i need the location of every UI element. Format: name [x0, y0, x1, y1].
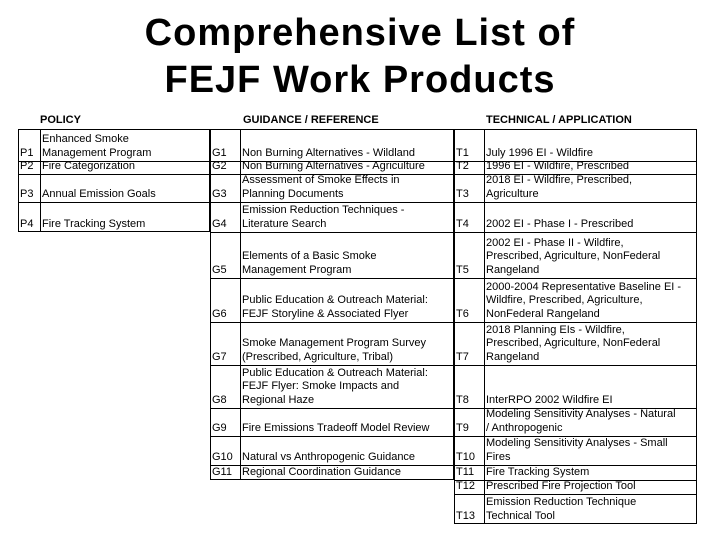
guidance-item-text: Assessment of Smoke Effects in [242, 174, 400, 186]
technical-code-t8: T8 [456, 394, 469, 406]
technical-code-t2: T2 [456, 160, 469, 172]
guidance-item-text: (Prescribed, Agriculture, Tribal) [242, 350, 393, 363]
technical-item-text: 2018 EI - Wildfire, Prescribed, [486, 174, 633, 186]
guidance-code-g10: G10 [212, 451, 233, 463]
guidance-item-text: Planning Documents [242, 187, 344, 200]
guidance-item-text: Fire Emissions Tradeoff Model Review [242, 421, 430, 434]
technical-item-text: 2002 EI - Phase II - Wildfire, [486, 236, 624, 249]
technical-item-text: Wildfire, Prescribed, Agriculture, [486, 294, 643, 306]
technical-item-text: Modeling Sensitivity Analyses - Small [486, 437, 668, 449]
guidance-item-text: Public Education & Outreach Material: [242, 294, 428, 306]
policy-item-text: Fire Tracking System [42, 217, 146, 230]
technical-item-text: NonFederal Rangeland [486, 307, 600, 320]
guidance-code-g11: G11 [212, 466, 232, 478]
technical-item-text: 2002 EI - Phase I - Prescribed [486, 217, 634, 230]
guidance-code-g6: G6 [212, 308, 227, 320]
technical-item-text: July 1996 EI - Wildfire [486, 146, 593, 159]
technical-code-t11: T11 [456, 466, 475, 478]
guidance-row-separator [210, 322, 454, 323]
technical-item-text: Emission Reduction Technique [486, 496, 637, 508]
technical-item-text: / Anthropogenic [486, 421, 563, 434]
technical-item-text: Technical Tool [486, 509, 555, 522]
guidance-item-text: Emission Reduction Techniques - [242, 204, 405, 216]
guidance-item-text: Elements of a Basic Smoke [242, 250, 377, 262]
technical-item-text: Prescribed, Agriculture, NonFederal [486, 250, 661, 262]
technical-code-t1: T1 [456, 147, 469, 159]
technical-item-text: 2018 Planning EIs - Wildfire, [486, 323, 625, 336]
policy-item-text: Management Program [42, 146, 152, 159]
policy-row-separator [18, 174, 210, 175]
guidance-code-g4: G4 [212, 218, 227, 230]
technical-item-text: Prescribed Fire Projection Tool [486, 479, 636, 492]
technical-item-text: 1996 EI - Wildfire, Prescribed [486, 159, 630, 172]
technical-item-text: Modeling Sensitivity Analyses - Natural [486, 408, 676, 420]
guidance-code-g5: G5 [212, 264, 227, 276]
guidance-item-text: Management Program [242, 263, 352, 276]
policy-item-text: Annual Emission Goals [42, 187, 156, 200]
guidance-code-g7: G7 [212, 351, 227, 363]
technical-item-text: Fires [486, 450, 511, 463]
technical-code-t13: T13 [456, 510, 475, 522]
guidance-row-separator [210, 232, 454, 233]
technical-row-separator [454, 232, 697, 233]
technical-code-t9: T9 [456, 422, 469, 434]
policy-column-header: POLICY [40, 114, 81, 126]
guidance-item-text: Non Burning Alternatives - Wildland [242, 146, 416, 159]
guidance-row-separator [210, 278, 454, 279]
technical-item-text: Rangeland [486, 350, 540, 363]
technical-code-t6: T6 [456, 308, 469, 320]
technical-item-text: InterRPO 2002 Wildfire EI [486, 393, 613, 406]
policy-code-p3: P3 [20, 188, 34, 200]
policy-row-separator [18, 202, 210, 203]
guidance-code-g8: G8 [212, 394, 227, 406]
guidance-item-text: FEJF Storyline & Associated Flyer [242, 307, 409, 320]
technical-item-text: Fire Tracking System [486, 465, 590, 478]
policy-item-text: Enhanced Smoke [42, 133, 129, 145]
guidance-item-text: Regional Coordination Guidance [242, 465, 401, 478]
technical-code-t12: T12 [456, 480, 475, 492]
page-title-line-2: FEJF Work Products [164, 59, 556, 101]
guidance-code-g3: G3 [212, 188, 227, 200]
technical-row-separator [454, 202, 697, 203]
guidance-item-text: Public Education & Outreach Material: [242, 366, 428, 379]
guidance-item-text: Regional Haze [242, 393, 315, 406]
guidance-item-text: FEJF Flyer: Smoke Impacts and [242, 380, 400, 392]
policy-item-text: Fire Categorization [42, 159, 135, 172]
policy-code-p1: P1 [20, 147, 34, 159]
technical-code-t4: T4 [456, 218, 469, 230]
guidance-code-g9: G9 [212, 422, 227, 434]
guidance-code-g2: G2 [212, 160, 227, 172]
technical-row-separator [454, 278, 697, 279]
guidance-row-separator [210, 202, 454, 203]
guidance-item-text: Natural vs Anthropogenic Guidance [242, 450, 416, 463]
technical-item-text: Rangeland [486, 263, 540, 276]
technical-code-t7: T7 [456, 351, 469, 363]
guidance-code-g1: G1 [212, 147, 227, 159]
guidance-item-text: Non Burning Alternatives - Agriculture [242, 159, 425, 172]
guidance-row-separator [210, 408, 454, 409]
technical-item-text: Prescribed, Agriculture, NonFederal [486, 337, 661, 349]
page-title-line-1: Comprehensive List of [144, 12, 576, 54]
policy-code-p2: P2 [20, 160, 34, 172]
policy-code-p4: P4 [20, 218, 34, 230]
technical-column-header: TECHNICAL / APPLICATION [486, 114, 632, 126]
guidance-item-text: Literature Search [242, 217, 327, 230]
technical-row-separator [454, 494, 697, 495]
technical-row-separator [454, 365, 697, 366]
technical-item-text: Agriculture [486, 187, 539, 200]
guidance-column-header: GUIDANCE / REFERENCE [243, 114, 379, 126]
guidance-item-text: Smoke Management Program Survey [242, 337, 427, 349]
technical-code-t10: T10 [456, 451, 475, 463]
guidance-row-separator [210, 436, 454, 437]
technical-code-t5: T5 [456, 264, 469, 276]
technical-item-text: 2000-2004 Representative Baseline EI - [486, 280, 682, 293]
technical-code-t3: T3 [456, 188, 469, 200]
